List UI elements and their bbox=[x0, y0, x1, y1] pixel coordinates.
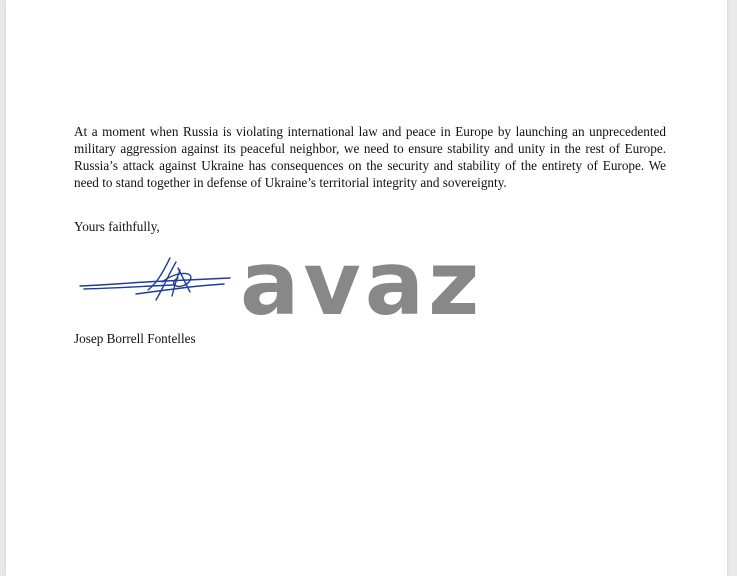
letter-closing: Yours faithfully, bbox=[74, 219, 160, 234]
signer-name: Josep Borrell Fontelles bbox=[74, 331, 196, 346]
letter-paragraph: At a moment when Russia is violating international law and peace in Europe by launching an unprecedented military aggression against its peaceful neighbor, we need to ensure stability and unity in the rest of Europe. Russia’s attack against Ukraine has consequences on the security and stability of the entirety of Europe. We need to stand together in defense of Ukraine’s territorial integrity and sovereignty. bbox=[74, 124, 666, 190]
watermark-logo: avaz bbox=[240, 232, 484, 335]
letter-page bbox=[6, 0, 727, 576]
handwritten-signature bbox=[78, 252, 238, 312]
